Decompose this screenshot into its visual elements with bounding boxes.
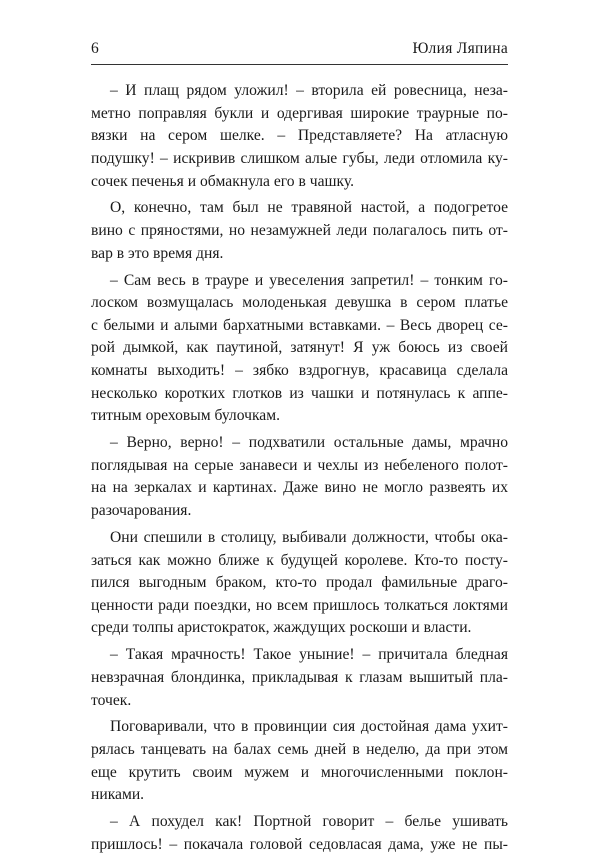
paragraph	[91, 432, 508, 523]
text-line: вар в это время дня.	[91, 244, 224, 262]
text-line: разочарования.	[91, 502, 192, 520]
text-line: несколько коротких глотков из чашки и потянулась к аппе-	[91, 384, 508, 402]
text-line: на на зеркалах и картинах. Даже вино не могло развеять их	[91, 479, 508, 497]
text-line: поглядывая на серые занавеси и чехлы из небеленого полот-	[91, 456, 508, 474]
text-line: еще крутить своим мужем и многочисленными поклон-	[91, 763, 508, 781]
text-line: подушку! – искривив слишком алые губы, леди отломила ку-	[91, 149, 508, 167]
paragraph	[91, 716, 508, 807]
text-line: вязки на сером шелке. – Представляете? На атласную	[91, 127, 508, 145]
page-number: 6	[91, 40, 99, 57]
text-line: сочек печенья и обмакнула его в чашку.	[91, 172, 355, 190]
text-line: невзрачная блондинка, прикладывая к глазам вышитый пла-	[91, 668, 508, 686]
text-line: – И плащ рядом уложил! – вторила ей ровесница, неза-	[110, 82, 508, 99]
text-line: пришлось! – покачала головой седовласая дама, уже не пы-	[91, 835, 508, 853]
text-line: – А похудел как! Портной говорит – белье ушивать	[110, 813, 508, 831]
text-line: лоском возмущалась молоденькая девушка в сером платье	[91, 294, 508, 312]
text-line: Поговаривали, что в провинции сия достойная дама ухит-	[110, 718, 508, 736]
text-line: среди толпы аристократок, жаждущих роскоши и власти.	[91, 619, 472, 637]
paragraph	[91, 811, 508, 856]
text-line: О, конечно, там был не травяной настой, а подогретое	[110, 199, 508, 217]
author-name: Юлия Ляпина	[412, 40, 508, 57]
paragraph	[91, 80, 508, 193]
body-text	[91, 80, 508, 856]
text-line: заться как можно ближе к будущей королеве. Кто-то посту-	[91, 551, 508, 569]
text-line: точек.	[91, 691, 132, 709]
text-line: вино с пряностями, но незамужней леди полагалось пить от-	[91, 222, 508, 240]
text-line: ценности ради поездки, но всем пришлось толкаться локтями	[91, 596, 508, 614]
text-line: рялась танцевать на балах семь дней в неделю, да при этом	[91, 741, 508, 759]
running-header	[91, 38, 508, 65]
text-line: с белыми и алыми бархатными вставками. – Весь дворец се-	[91, 316, 508, 334]
text-line: Они спешили в столицу, выбивали должности, чтобы ока-	[110, 528, 508, 546]
text-line: комнаты выходить! – зябко вздрогнув, красавица сделала	[91, 362, 508, 380]
text-line: – Сам весь в трауре и увеселения запретил! – тонким го-	[110, 271, 508, 289]
text-line: метно поправляя букли и одергивая широкие траурные по-	[91, 104, 508, 122]
paragraph	[91, 644, 508, 712]
paragraph	[91, 270, 508, 428]
paragraph	[91, 527, 508, 640]
text-line: – Верно, верно! – подхватили остальные дамы, мрачно	[110, 434, 508, 452]
text-line: рой дымкой, как паутиной, затянут! Я уж боюсь из своей	[91, 339, 508, 357]
paragraph	[91, 197, 508, 265]
text-line: – Такая мрачность! Такое уныние! – причитала бледная	[110, 646, 508, 664]
text-line: никами.	[91, 786, 145, 804]
text-line: титным ореховым булочкам.	[91, 407, 280, 425]
text-line: пился выгодным браком, кто-то продал фамильные драго-	[91, 574, 508, 592]
